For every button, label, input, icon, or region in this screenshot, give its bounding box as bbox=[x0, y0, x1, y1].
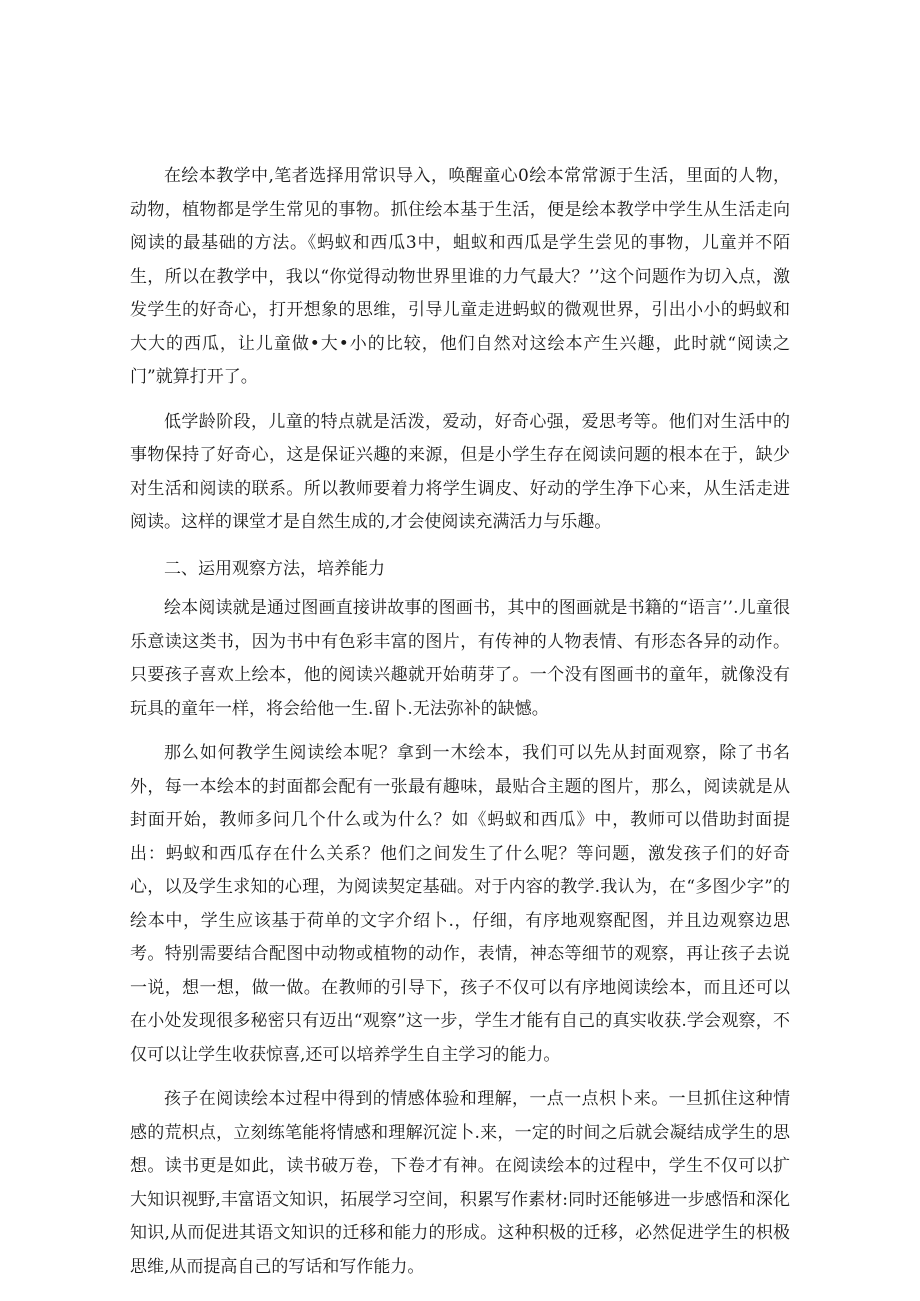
paragraph: 低学龄阶段，儿童的特点就是活泼，爱动，好奇心强，爱思考等。他们对生活中的事物保持了好奇心，这是保证兴趣的来源，但是小学生存在阅读问题的根本在于，缺少对生活和阅读的联系。所以教师要着力将学生调皮、好动的学生净下心来，从生活走进阅读。这样的课堂才是自然生成的,才会使阅读充满活力与乐趣。 bbox=[130, 411, 790, 532]
document-body bbox=[130, 160, 790, 1284]
paragraph: 绘本阅读就是通过图画直接讲故事的图画书，其中的图画就是书籍的“语言’’.儿童很乐意读这类书，因为书中有色彩丰富的图片，有传神的人物表情、有形态各异的动作。只要孩子喜欢上绘本，他的阅读兴趣就开始萌芽了。一个没有图画书的童年，就像没有玩具的童年一样，将会给他一生.留卜.无法弥补的缺憾。 bbox=[130, 598, 790, 719]
paragraph: 在绘本教学中,笔者选择用常识导入，唤醒童心0绘本常常源于生活，里面的人物，动物，植物都是学生常见的事物。抓住绘本基于生活，便是绘本教学中学生从生活走向阅读的最基础的方法。《蚂蚁和西瓜3中，蛆蚁和西瓜是学生尝见的事物，儿童并不陌生，所以在教学中，我以“你觉得动物世界里谁的力气最大？’’这个问题作为切入点，激发学生的好奇心，打开想象的思维，引导儿童走进蚂蚁的微观世界，引出小小的蚂蚁和大大的西瓜，让儿童做•大•小的比较，他们自然对这绘本产生兴趣，此时就“阅读之门”就算打开了。 bbox=[130, 166, 790, 387]
section-heading: 二、运用观察方法，培养能力 bbox=[164, 558, 385, 579]
paragraph: 那么如何教学生阅读绘本呢？拿到一木绘本，我们可以先从封面观察，除了书名外，每一本绘本的封面都会配有一张最有趣味，最贴合主题的图片，那么，阅读就是从封面开始，教师多问几个什么或为什么？如《蚂蚁和西瓜》中，教师可以借助封面提出：蚂蚁和西瓜存在什么关系？他们之间发生了什么呢？等问题，激发孩子们的好奇心，以及学生求知的心理，为阅读契定基础。对于内容的教学.我认为，在“多图少字”的绘本中，学生应该基于荷单的文字介绍卜.，仔细，有序地观察配图，并且边观察边思考。特别需要结合配图中动物或植物的动作，表情，神态等细节的观察，再让孩子去说一说，想一想，做一做。在教师的引导下，孩子不仅可以有序地阅读绘本，而且还可以在小处发现很多秘密只有迈出“观察”这一步，学生才能有自己的真实收获.学会观察，不仅可以让学生收获惊喜,还可以培养学生自主学习的能力。 bbox=[130, 743, 790, 1065]
paragraph: 孩子在阅读绘本过程中得到的情感体验和理解，一点一点枳卜来。一旦抓住这种情感的荒枳点，立刻练笔能将情感和理解沉淀卜.来，一定的时间之后就会凝结成学生的思想。读书更是如此，读书破万卷，下卷才有神。在阅读绘本的过程中，学生不仅可以扩大知识视野,丰富语文知识，拓展学习空间，积累写作素材:同时还能够进一步感悟和深化知识,从而促进其语文知识的迁移和能力的形成。这种积极的迁移，必然促进学生的枳极思维,从而提高自己的写话和写作能力。 bbox=[130, 1089, 790, 1277]
